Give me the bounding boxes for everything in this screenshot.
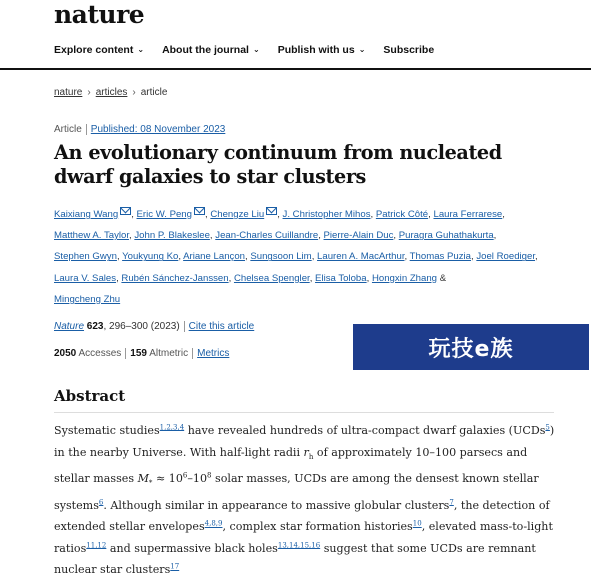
reference-link[interactable]: 7 [449,498,454,507]
nav-about-journal-label: About the journal [162,44,249,56]
chevron-down-icon: ⌄ [137,44,145,54]
author-link[interactable]: Mingcheng Zhu [54,293,121,305]
author-link[interactable]: Thomas Puzia [409,251,471,263]
reference-link[interactable]: 13,14,15,16 [277,541,321,550]
abstract-text: Systematic studies$^{1,2,3,4}$ have revealed hundreds of ultra-compact dwarf galaxies (UCDs$^5$) in the nearby Universe. With half-light radii $r_h$ of approximately 10–100 parsecs and stellar masses $M_* \approx 10^6-10^8$ solar masses, UCDs are among the densest known stellar systems$^6$. Although similar in appearance to massive globular clusters$^7$, the detection of extended stellar envelopes$^{4,8,9}$, complex star formation histories$^{10}$, elevated mass-to-light ratios$^{11,12}$ and supermassive black holes$^{13,14,15,16}$ suggest that some UCDs are remnant nuclear star clusters$^{17}$ [54,423,555,577]
mail-icon[interactable] [120,207,131,215]
mail-icon[interactable] [194,207,205,215]
journal-volume: 623 [86,321,104,333]
altmetric-label: Altmetric [149,348,189,360]
nav-subscribe[interactable] [383,44,434,56]
reference-link[interactable]: 17 [170,562,180,571]
main-nav [54,44,434,56]
nav-publish-with-us[interactable] [278,44,366,56]
author-link[interactable]: Kaixiang Wang [54,209,119,220]
journal-name[interactable]: Nature [54,321,85,333]
nav-about-journal[interactable] [162,44,260,56]
author-link[interactable]: Puragra Guhathakurta [398,230,494,242]
author-link[interactable]: Elisa Toloba [315,272,367,284]
nav-explore-content[interactable] [54,44,144,56]
mail-icon[interactable] [266,207,277,215]
authors-ampersand: & [439,272,447,284]
author-link[interactable]: Eric W. Peng [136,209,192,220]
chevron-down-icon: ⌄ [252,44,260,54]
author-link[interactable]: Laura Ferrarese [433,209,503,220]
author-link[interactable]: Chengze Liu [210,209,265,220]
author-link[interactable]: Patrick Côté [375,209,429,220]
author-link[interactable]: Lauren A. MacArthur [317,251,405,263]
author-link[interactable]: Hongxin Zhang [371,272,438,284]
cite-this-article-link[interactable]: Cite this article [188,321,255,333]
nav-explore-content-label: Explore content [54,44,134,56]
author-link[interactable]: Stephen Gwyn [54,251,117,263]
published-date[interactable]: Published: 08 November 2023 [90,124,226,136]
divider [125,348,126,359]
author-link[interactable]: Laura V. Sales [54,272,117,284]
chevron-right-icon: › [132,87,136,98]
journal-pages: , 296–300 (2023) [103,321,180,333]
journal-info [54,321,254,332]
author-link[interactable]: Chelsea Spengler [233,272,310,284]
chevron-down-icon: ⌄ [358,44,366,54]
watermark-banner: 玩技e族 [353,324,589,370]
author-link[interactable]: John P. Blakeslee [134,230,210,242]
reference-link[interactable]: 11,12 [86,541,107,550]
accesses-label: Accesses [78,348,122,360]
article-metrics [54,348,229,359]
article-type: Article [54,124,82,136]
article-title: An evolutionary continuum from nucleated dwarf galaxies to star clusters [54,141,502,188]
reference-link[interactable]: 10 [412,519,422,528]
author-link[interactable]: Sungsoon Lim [250,251,312,263]
author-link[interactable]: J. Christopher Mihos [282,209,371,220]
breadcrumb-article: article [140,87,168,98]
author-link[interactable]: Jean-Charles Cuillandre [215,230,319,242]
article-meta [54,124,225,135]
divider [184,321,185,332]
author-link[interactable]: Ariane Lançon [183,251,245,263]
author-link[interactable]: Matthew A. Taylor [54,230,130,242]
reference-link[interactable]: 5 [545,423,550,432]
reference-link[interactable]: 6 [98,498,104,507]
metrics-link[interactable]: Metrics [197,348,230,360]
breadcrumb-nature[interactable]: nature [54,87,83,98]
header-divider [0,68,591,70]
author-list: Kaixiang Wang , Eric W. Peng , Chengze Liu , J. Christopher Mihos, Patrick Côté, Laura Ferrarese, Matthew A. Taylor, John P. Blakeslee, Jean-Charles Cuillandre, Pierre-Alain Duc, Puragra Guhathakurta, Stephen Gwyn, Youkyung Ko, Ariane Lançon, Sungsoon Lim, Lauren A. MacArthur, Thomas Puzia, Joel Roediger, Laura V. Sales, Rubén Sánchez-Janssen, Chelsea Spengler, Elisa Toloba, Hongxin Zhang & Mingcheng Zhu [54,209,538,305]
author-link[interactable]: Youkyung Ko [122,251,179,263]
author-link[interactable]: Rubén Sánchez-Janssen [121,272,229,284]
nature-logo[interactable]: nature [54,0,145,29]
author-link[interactable]: Pierre-Alain Duc [323,230,394,242]
reference-link[interactable]: 4,8,9 [204,519,223,528]
nav-publish-label: Publish with us [277,44,355,56]
accesses-count: 2050 [54,348,77,360]
author-link[interactable]: Joel Roediger [476,251,536,263]
altmetric-count: 159 [130,348,147,360]
chevron-right-icon: › [87,87,91,98]
abstract-heading: Abstract [54,387,126,405]
breadcrumb [54,87,167,98]
breadcrumb-articles[interactable]: articles [95,87,128,98]
abstract-divider [54,412,554,413]
divider [192,348,193,359]
nav-subscribe-label: Subscribe [383,44,435,56]
reference-link[interactable]: 1,2,3,4 [159,423,185,432]
divider [86,124,87,135]
